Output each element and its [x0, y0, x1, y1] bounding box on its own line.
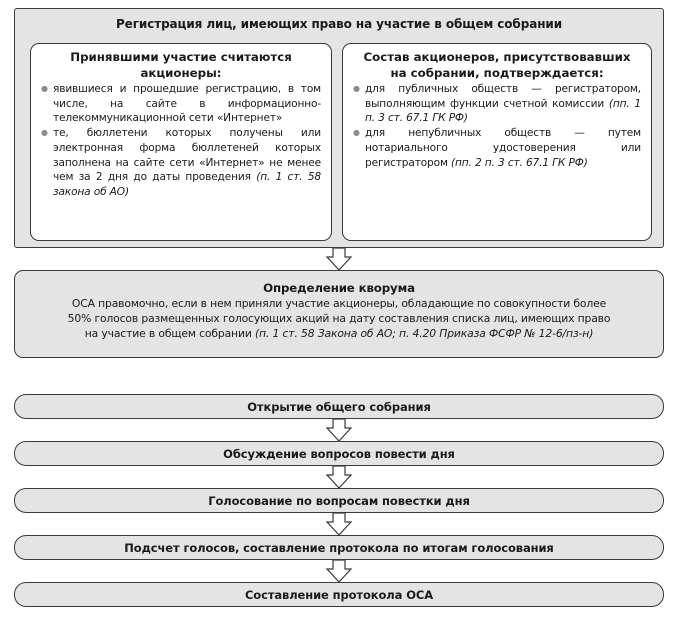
confirmation-title	[353, 50, 641, 81]
confirmation-title-line1: Состав акционеров, присутствовавших	[363, 50, 631, 64]
list-item	[41, 82, 321, 126]
confirmation-title-line2: на собрании, подтверждается:	[390, 65, 604, 80]
step-opening	[14, 394, 664, 419]
quorum-title: Определение кворума	[263, 281, 415, 295]
list-item-text: явившиеся и прошедшие регистрацию, в том числе, на сайте в информационно-телекоммуникационной сети «Интернет»	[53, 83, 321, 125]
list-item-ref: (п. 1 ст. 58 закона об АО)	[53, 171, 322, 198]
quorum-line3	[27, 326, 651, 341]
step-label: Голосование по вопросам повестки дня	[208, 493, 470, 508]
registration-box	[14, 8, 664, 248]
quorum-ref: (п. 1 ст. 58 Закона об АО; п. 4.20 Приказа ФСФР № 12-6/пз-н)	[254, 327, 594, 340]
quorum-line2: 50% голосов размещенных голосующих акций на дату составления списка лиц, имеющих право	[67, 312, 611, 325]
quorum-box	[14, 270, 664, 358]
arrow-down-icon	[327, 248, 351, 270]
list-item-text: для публичных обществ — регистратором, выполняющим функции счетной комиссии	[365, 83, 641, 110]
arrow-down-icon	[327, 560, 351, 582]
participants-list	[41, 82, 321, 200]
list-item	[353, 82, 641, 126]
registration-title: Регистрация лиц, имеющих право на участие в общем собрании	[115, 17, 563, 31]
step-protocol	[14, 582, 664, 607]
quorum-line1: ОСА правомочно, если в нем приняли участие акционеры, обладающие по совокупности более	[71, 297, 607, 310]
confirmation-box	[342, 43, 652, 241]
step-label: Подсчет голосов, составление протокола по итогам голосования	[124, 540, 554, 555]
step-label: Составление протокола ОСА	[244, 587, 434, 602]
list-item	[353, 126, 641, 170]
step-label: Обсуждение вопросов повести дня	[223, 446, 455, 461]
arrow-down-icon	[327, 513, 351, 535]
step-counting	[14, 535, 664, 560]
arrow-down-icon	[327, 466, 351, 488]
step-voting	[14, 488, 664, 513]
step-label: Открытие общего собрания	[247, 399, 431, 414]
arrow-down-icon	[327, 419, 351, 441]
participants-box	[30, 43, 332, 241]
step-discussion	[14, 441, 664, 466]
confirmation-list	[353, 82, 641, 170]
participants-title	[41, 50, 321, 81]
participants-title-line2: акционеры:	[140, 65, 222, 80]
list-item-ref: (пп. 1 п. 3 ст. 67.1 ГК РФ)	[365, 97, 642, 125]
quorum-text	[27, 281, 651, 341]
list-item	[41, 126, 321, 200]
list-item-ref: (пп. 2 п. 3 ст. 67.1 ГК РФ)	[451, 156, 588, 169]
list-item-text: те, бюллетени которых получены или электронная форма бюллетеней которых заполнена на сайте сети «Интернет» не менее чем за 2 дня до даты проведения	[53, 127, 321, 184]
list-item-text: для непубличных обществ — путем нотариального удостоверения или регистратором	[365, 127, 641, 169]
quorum-line3-text: на участие в общем собрании	[84, 327, 255, 340]
participants-title-line1: Принявшими участие считаются	[70, 50, 292, 64]
